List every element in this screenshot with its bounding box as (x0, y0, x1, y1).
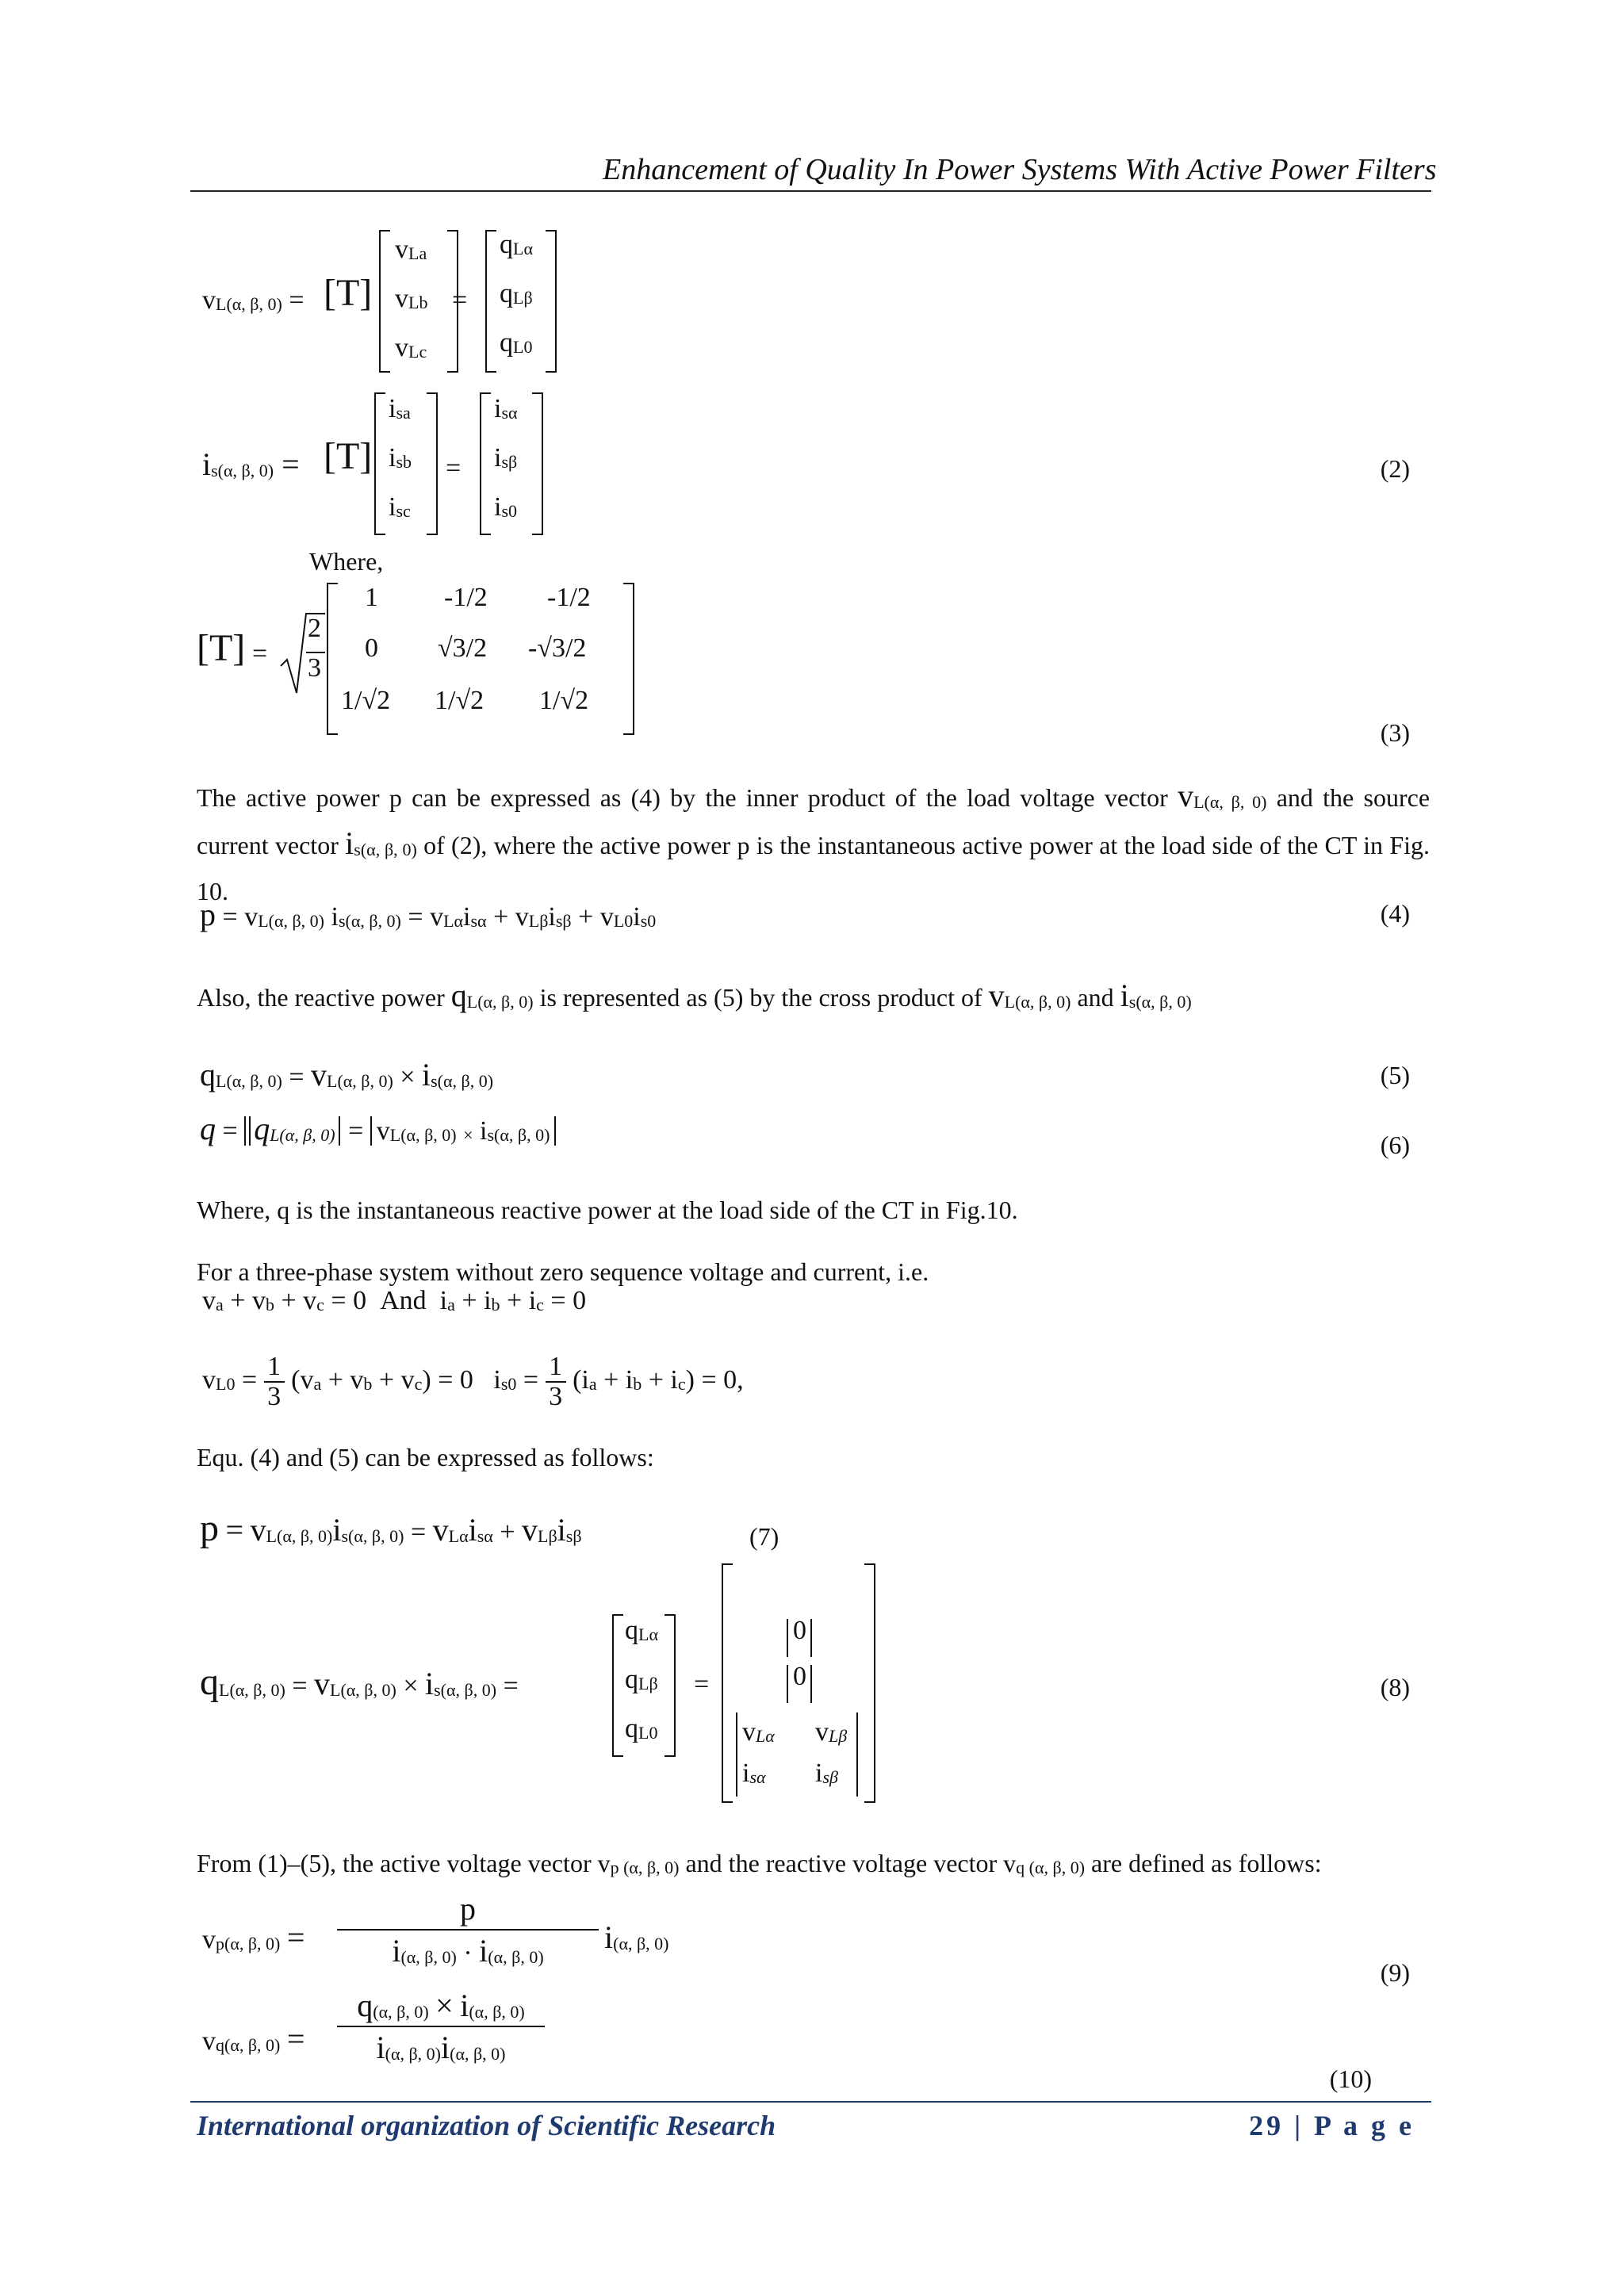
eq9-fraction (337, 1890, 599, 1969)
matrix-cell: isα (494, 394, 518, 423)
eq5-number: (5) (1380, 1061, 1410, 1089)
eq4-number: (4) (1380, 899, 1410, 928)
matrix-cell: √3/2 (438, 633, 488, 663)
eq10-denominator: i(α, β, 0)i(α, β, 0) (376, 2030, 506, 2065)
eq7: p = vL(α, β, 0)is(α, β, 0) = vLαisα + vLβisβ (200, 1507, 582, 1549)
matrix-cell: -1/2 (444, 583, 488, 612)
footer-rule (190, 2101, 1431, 2103)
matrix-cell: qLβ (625, 1665, 658, 1694)
frac-num: 2 (308, 614, 321, 643)
matrix-cell: 1 (365, 583, 378, 612)
eq10-numerator: q(α, β, 0) × i(α, β, 0) (357, 1988, 525, 2023)
matrix-cell: 0 (365, 633, 378, 663)
matrix-cell: 1/√2 (435, 686, 485, 715)
eq8-lhs: qL(α, β, 0) = vL(α, β, 0) × is(α, β, 0) = (200, 1661, 519, 1703)
eq2-number: (2) (1380, 454, 1410, 483)
eq5: qL(α, β, 0) = vL(α, β, 0) × is(α, β, 0) (200, 1057, 494, 1093)
matrix-cell: -1/2 (547, 583, 591, 612)
eq8-matrix-determinant (722, 1563, 875, 1803)
eq3-sqrt (279, 610, 327, 698)
matrix-cell: vLc (395, 333, 427, 362)
eq2-matrix-abc (374, 392, 438, 535)
paragraph-voltage-vectors: From (1)–(5), the active voltage vector vp (α, β, 0) and the reactive voltage vector vq (α, β, 0) are defined as follows: (197, 1849, 1322, 1877)
matrix-cell: qLβ (500, 279, 533, 308)
header-rule (190, 190, 1431, 192)
eq9-vector: i(α, β, 0) (604, 1919, 669, 1955)
eq9-lhs: vp(α, β, 0) = (202, 1919, 305, 1955)
eq6: q = qL(α, β, 0) = vL(α, β, 0) × is(α, β, 0) (200, 1110, 556, 1147)
matrix-cell: vLα (742, 1717, 775, 1747)
eq4: p = vL(α, β, 0) is(α, β, 0) = vLαisα + vLβisβ + vL0is0 (200, 897, 657, 932)
eq3-lhs: [T] (197, 627, 246, 669)
frac-den: 3 (308, 653, 321, 683)
where-label: Where, (309, 547, 384, 576)
matrix-cell: qLα (625, 1616, 658, 1645)
eq1-matrix-voltage (379, 230, 458, 373)
eq-zero-sequence-condition: va + vb + vc = 0 And ia + ib + ic = 0 (202, 1286, 587, 1315)
matrix-cell: isa (389, 394, 411, 423)
eq1-matrix-q (485, 230, 557, 373)
matrix-cell: 0 (793, 1616, 806, 1645)
eq9-denominator: i(α, β, 0) · i(α, β, 0) (392, 1933, 544, 1969)
eq8-equals: = (694, 1670, 710, 1699)
matrix-cell: -√3/2 (528, 633, 587, 663)
matrix-cell: qLα (500, 230, 533, 259)
eq8-number: (8) (1380, 1673, 1410, 1701)
eq10-lhs: vq(α, β, 0) = (202, 2021, 305, 2057)
matrix-cell: isb (389, 443, 412, 473)
matrix-cell: is0 (494, 492, 518, 522)
paragraph-expressed: Equ. (4) and (5) can be expressed as follows: (197, 1443, 654, 1471)
paragraph-reactive-power: Also, the reactive power qL(α, β, 0) is represented as (5) by the cross product of vL(α, β, 0) and is(α, β, 0) (197, 978, 1192, 1013)
eq2-matrix-alpha-beta (480, 392, 543, 535)
eq10-fraction (337, 1987, 545, 2066)
matrix-cell: qL0 (500, 328, 533, 358)
eq3-matrix (327, 583, 634, 735)
paragraph-where-q: Where, q is the instantaneous reactive power at the load side of the CT in Fig.10. (197, 1196, 1018, 1224)
eq3-number: (3) (1380, 718, 1410, 747)
footer-journal: International organization of Scientific Research (197, 2110, 776, 2141)
eq2-T: [T] (324, 435, 373, 477)
matrix-cell: vLa (395, 235, 427, 264)
running-header: Enhancement of Quality In Power Systems With Active Power Filters (603, 153, 1437, 186)
eq10-number: (10) (1329, 2064, 1372, 2093)
eq-zero-sequence-components: $vL0 = \frac{1}{3}$ (va + vb + vc) = 0 $is0 = \frac{1}{3}$ (ia + ib + ic) = 0, (202, 1352, 744, 1411)
eq3-equals: = (252, 639, 268, 668)
paragraph-three-phase: For a three-phase system without zero sequence voltage and current, i.e. (197, 1257, 929, 1286)
matrix-cell: isα (742, 1758, 766, 1788)
eq2-lhs: is(α, β, 0) = (202, 446, 300, 482)
matrix-cell: isβ (494, 443, 518, 473)
matrix-cell: vLβ (815, 1717, 848, 1747)
paragraph-active-power: The active power p can be expressed as (4) by the inner product of the load voltage vector vL(α, β, 0) and the source current vector is(α, β, 0) of (2), where the active power p is the instantaneous active power at the load side of the CT in Fig. 10. (197, 778, 1431, 905)
matrix-cell: 1/√2 (341, 686, 391, 715)
matrix-cell: qL0 (625, 1714, 658, 1743)
eq1-T: [T] (324, 272, 373, 314)
eq6-number: (6) (1380, 1131, 1410, 1159)
matrix-cell: 0 (793, 1662, 806, 1691)
eq8-matrix-q (612, 1614, 676, 1757)
footer-page-number: 29 | P a g e (1249, 2110, 1415, 2141)
eq9-number: (9) (1380, 1958, 1410, 1987)
matrix-cell: isβ (815, 1758, 838, 1788)
matrix-cell: 1/√2 (539, 686, 589, 715)
matrix-cell: vLb (395, 284, 428, 313)
matrix-cell: isc (389, 492, 411, 522)
eq9-numerator: p (460, 1891, 476, 1927)
eq1-lhs: vL(α, β, 0) = (202, 285, 304, 315)
eq2-equals: = (446, 453, 462, 483)
eq7-number: (7) (749, 1522, 779, 1551)
eq1-equals: = (452, 285, 468, 315)
